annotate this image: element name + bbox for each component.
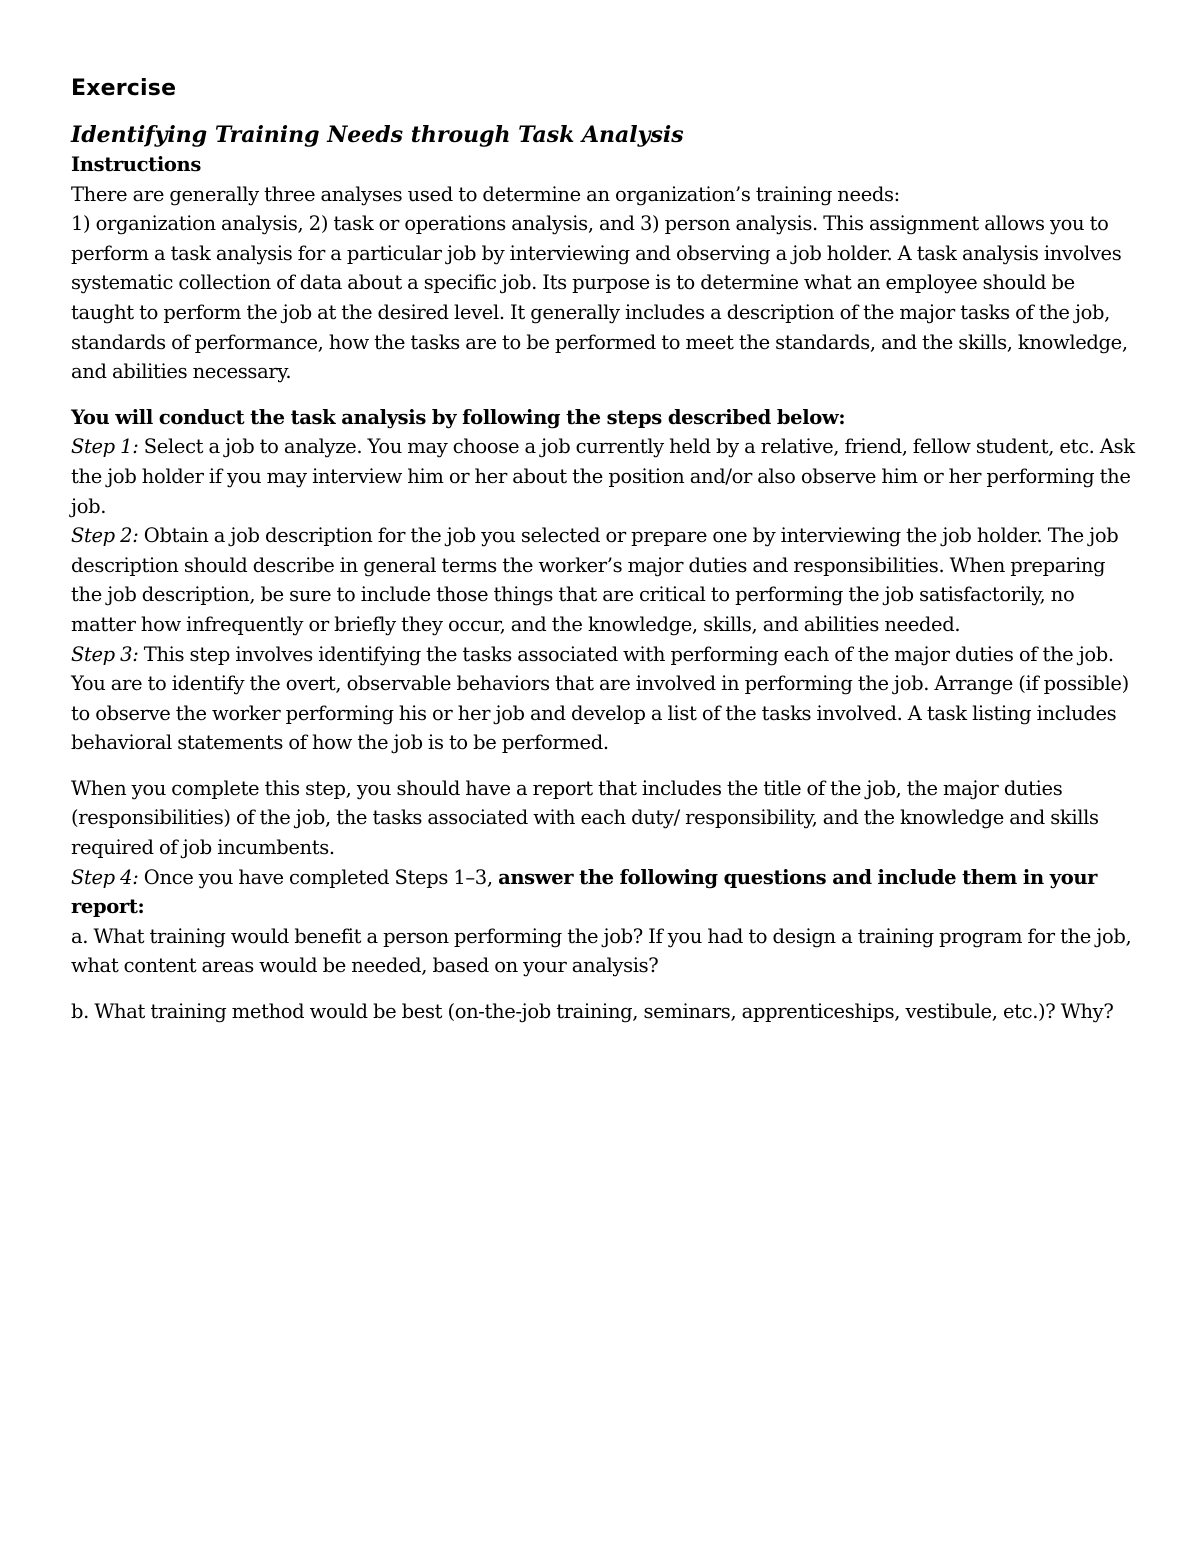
question-a: a. What training would benefit a person performing the job? If you had to design a training program for the job, what content areas would be needed, based on your analysis?	[71, 924, 1132, 978]
document-page	[71, 74, 1136, 1027]
step-2-text: Obtain a job description for the job you selected or prepare one by interviewing the job holder. The job description should describe in general terms the worker’s major duties and responsibilities. When preparing the job description, be sure to include those things that are critical to performing the job satisfactorily, no matter how infrequently or briefly they occur, and the knowledge, skills, and abilities needed.	[71, 524, 1119, 636]
instructions-label: Instructions	[71, 153, 201, 176]
step-3-label: Step 3:	[71, 642, 139, 666]
steps-intro: You will conduct the task analysis by following the steps described below:	[71, 405, 846, 429]
exercise-heading: Exercise	[71, 76, 177, 101]
step-2-label: Step 2:	[71, 524, 139, 548]
step-3	[71, 640, 1136, 758]
report-paragraph: When you complete this step, you should have a report that includes the title of the job, the major duties (responsibilities) of the job, the tasks associated with each duty/ responsibility, and the knowledge and skills required of job incumbents.	[71, 776, 1099, 860]
spacer	[71, 981, 1136, 997]
spacer	[71, 387, 1136, 403]
step-4	[71, 863, 1136, 922]
step-1-text: Select a job to analyze. You may choose a job currently held by a relative, friend, fellow student, etc. Ask the job holder if you may interview him or her about the position and/or also observe him or her performing the job.	[71, 435, 1135, 518]
step-1-label: Step 1:	[71, 435, 139, 459]
step-4-text: Once you have completed Steps 1–3,	[138, 865, 499, 889]
intro-paragraph: 1) organization analysis, 2) task or operations analysis, and 3) person analysis. This assignment allows you to perform a task analysis for a particular job by interviewing and observing a job holder. A task analysis involves systematic collection of data about a specific job. Its purpose is to determine what an employee should be taught to perform the job at the desired level. It generally includes a description of the major tasks of the job, standards of performance, how the tasks are to be performed to meet the standards, and the skills, knowledge, and abilities necessary.	[71, 212, 1128, 384]
step-1	[71, 432, 1136, 521]
document-title: Identifying Training Needs through Task Analysis	[71, 122, 684, 148]
step-4-label: Step 4:	[71, 865, 139, 889]
intro-line: There are generally three analyses used to determine an organization’s training needs:	[71, 182, 900, 206]
step-3-text: This step involves identifying the tasks associated with performing each of the major duties of the job. You are to identify the overt, observable behaviors that are involved in performing the job. Arrange (if possible) to observe the worker performing his or her job and develop a list of the tasks involved. A task listing includes behavioral statements of how the job is to be performed.	[71, 642, 1129, 755]
step-4-bold-text: answer the following questions and include them in your report:	[71, 865, 1098, 919]
question-b: b. What training method would be best (on-the-job training, seminars, apprenticeships, vestibule, etc.)? Why?	[71, 1000, 1114, 1024]
step-2	[71, 521, 1136, 639]
spacer	[71, 758, 1136, 774]
